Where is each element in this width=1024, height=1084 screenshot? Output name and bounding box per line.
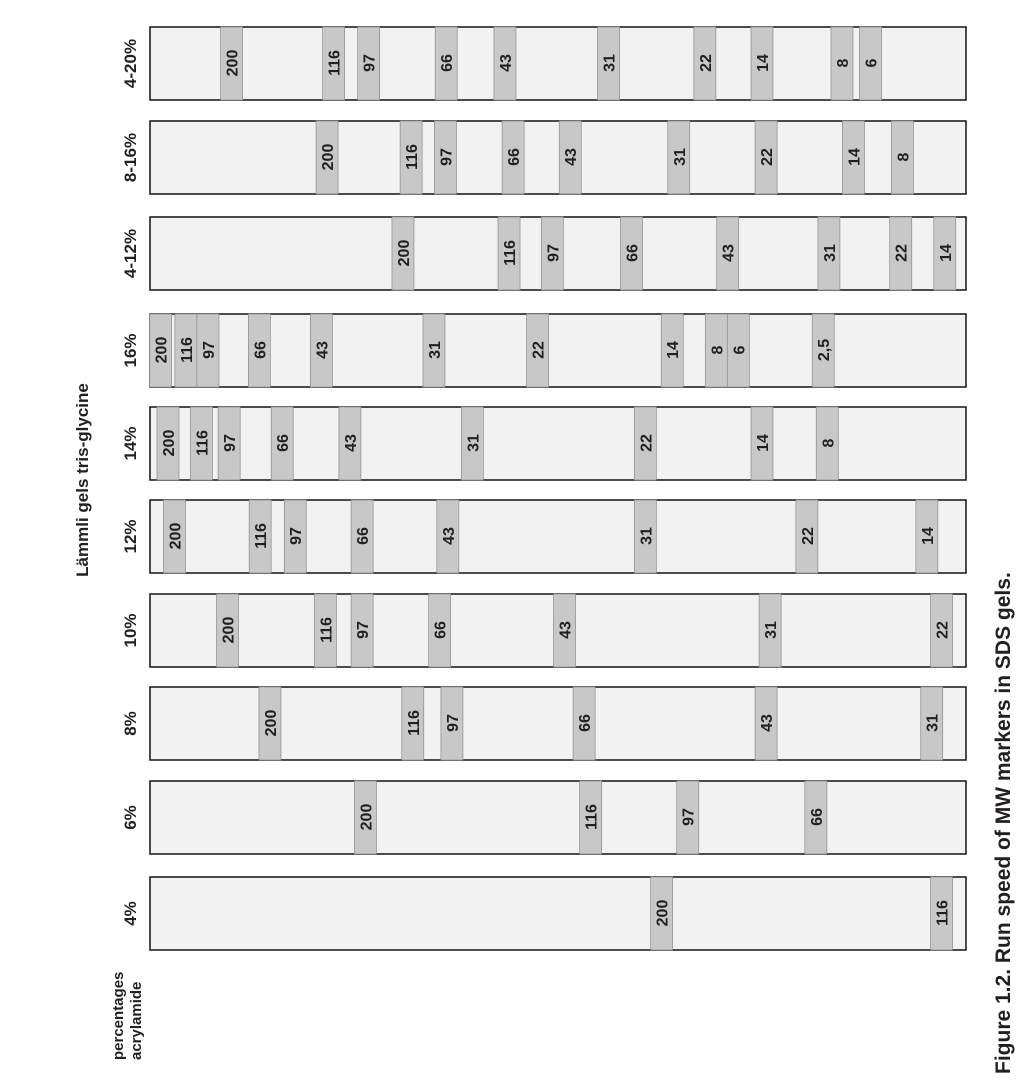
marker-band-label: 31 <box>821 244 839 262</box>
marker-band-label: 116 <box>178 337 196 363</box>
gel-percentage-label: 12% <box>121 519 140 554</box>
gel-row <box>121 27 966 100</box>
marker-band-label: 14 <box>937 244 955 262</box>
marker-band-label: 97 <box>200 341 218 359</box>
gel-lane <box>150 314 966 387</box>
marker-band-label: 14 <box>755 54 772 72</box>
marker-band <box>842 121 864 194</box>
marker-band <box>559 121 581 194</box>
marker-band-label: 97 <box>361 54 379 72</box>
marker-band-label: 200 <box>167 522 185 550</box>
gel-row <box>121 687 966 760</box>
gel-lane <box>150 877 966 950</box>
marker-band-label: 116 <box>934 900 952 926</box>
marker-band-label: 43 <box>759 714 777 732</box>
marker-band <box>890 217 912 290</box>
marker-band-label: 66 <box>439 54 457 72</box>
marker-band-label: 200 <box>153 336 171 364</box>
marker-band-label: 31 <box>638 527 656 545</box>
marker-band <box>554 594 576 667</box>
marker-band <box>358 27 380 100</box>
marker-band <box>494 27 516 100</box>
marker-band <box>934 217 956 290</box>
marker-band-label: 116 <box>253 523 271 549</box>
marker-band-label: 22 <box>893 244 911 262</box>
marker-band-label: 200 <box>220 616 238 644</box>
marker-band <box>661 314 683 387</box>
gel-row <box>121 594 966 667</box>
marker-band-label: 200 <box>358 803 376 831</box>
marker-band <box>598 27 620 100</box>
marker-band-label: 97 <box>680 808 698 826</box>
marker-band <box>434 121 456 194</box>
marker-band <box>429 594 451 667</box>
marker-band <box>354 781 376 854</box>
marker-band-label: 66 <box>624 244 642 262</box>
marker-band <box>705 314 727 387</box>
marker-band <box>816 407 838 480</box>
marker-band <box>150 314 172 387</box>
marker-band <box>860 27 882 100</box>
marker-band-label: 22 <box>697 54 715 72</box>
marker-band <box>461 407 483 480</box>
marker-band <box>796 500 818 573</box>
marker-band-label: 22 <box>759 148 777 166</box>
marker-band <box>498 217 520 290</box>
marker-band <box>755 687 777 760</box>
marker-band-label: 14 <box>919 527 937 545</box>
marker-band <box>284 500 306 573</box>
marker-band <box>812 314 834 387</box>
marker-band <box>423 314 445 387</box>
marker-band-label: 66 <box>506 148 524 166</box>
marker-band-label: 200 <box>320 143 338 171</box>
gel-percentage-label: 4% <box>121 901 140 926</box>
marker-band <box>759 594 781 667</box>
marker-band <box>755 121 777 194</box>
marker-band-label: 14 <box>755 434 772 452</box>
gel-row <box>121 877 966 950</box>
marker-band <box>310 314 332 387</box>
marker-band-label: 66 <box>577 714 595 732</box>
marker-band-label: 43 <box>342 434 360 452</box>
marker-band <box>580 781 602 854</box>
marker-band <box>316 121 338 194</box>
marker-band <box>163 500 185 573</box>
marker-band-label: 116 <box>405 710 423 736</box>
marker-band <box>541 217 563 290</box>
marker-band <box>271 407 293 480</box>
marker-band <box>441 687 463 760</box>
marker-band <box>190 407 212 480</box>
marker-band <box>831 27 853 100</box>
marker-band <box>392 217 414 290</box>
marker-band-label: 200 <box>160 429 178 457</box>
marker-band <box>351 500 373 573</box>
marker-band-label: 43 <box>720 244 738 262</box>
gel-percentage-label: 16% <box>121 333 140 368</box>
marker-band-label: 116 <box>404 144 422 170</box>
marker-band-label: 31 <box>763 621 781 639</box>
marker-band <box>400 121 422 194</box>
marker-band-label: 31 <box>426 341 444 359</box>
gel-lane <box>150 781 966 854</box>
gel-row <box>121 781 966 854</box>
marker-band <box>921 687 943 760</box>
marker-band <box>620 217 642 290</box>
marker-band <box>259 687 281 760</box>
marker-band <box>197 314 219 387</box>
axis-label-line1: percentages <box>110 971 127 1060</box>
marker-band <box>175 314 197 387</box>
marker-band-label: 31 <box>671 148 689 166</box>
marker-band <box>157 407 179 480</box>
marker-band <box>218 407 240 480</box>
marker-band <box>694 27 716 100</box>
marker-band <box>323 27 345 100</box>
gel-percentage-label: 4-20% <box>121 38 140 89</box>
marker-band <box>634 500 656 573</box>
gel-percentage-label: 10% <box>121 613 140 648</box>
marker-band <box>527 314 549 387</box>
marker-band-label: 22 <box>799 527 817 545</box>
marker-band <box>217 594 239 667</box>
marker-band-label: 8 <box>820 438 838 448</box>
marker-band-label: 116 <box>318 617 336 643</box>
marker-band <box>891 121 913 194</box>
marker-band-label: 8 <box>834 58 852 68</box>
marker-band-label: 8 <box>709 345 727 355</box>
gel-row <box>121 314 966 387</box>
marker-band-label: 6 <box>731 345 749 355</box>
marker-band-label: 43 <box>440 527 458 545</box>
gel-row <box>121 500 966 573</box>
marker-band-label: 116 <box>583 804 601 830</box>
marker-band-label: 200 <box>654 899 672 927</box>
marker-band-label: 22 <box>530 341 548 359</box>
marker-band-label: 43 <box>314 341 332 359</box>
marker-band <box>931 594 953 667</box>
marker-band-label: 31 <box>601 54 619 72</box>
marker-band-label: 22 <box>934 621 952 639</box>
marker-band <box>677 781 699 854</box>
marker-band-label: 66 <box>252 341 270 359</box>
marker-band-label: 116 <box>502 240 520 266</box>
marker-band-label: 66 <box>275 434 293 452</box>
marker-band-label: 200 <box>262 709 280 737</box>
marker-band-label: 43 <box>497 54 515 72</box>
marker-band <box>717 217 739 290</box>
marker-band <box>502 121 524 194</box>
marker-band <box>249 500 271 573</box>
marker-band <box>221 27 243 100</box>
marker-band-label: 43 <box>563 148 581 166</box>
marker-band <box>818 217 840 290</box>
gel-percentage-label: 4-12% <box>121 228 140 279</box>
marker-band-label: 97 <box>355 621 373 639</box>
marker-band <box>634 407 656 480</box>
axis-label-line2: acrylamide <box>128 981 145 1060</box>
marker-band-label: 97 <box>438 148 456 166</box>
marker-band <box>805 781 827 854</box>
marker-band-label: 31 <box>465 434 483 452</box>
marker-band-label: 8 <box>895 152 913 162</box>
marker-band <box>314 594 336 667</box>
marker-band-label: 2,5 <box>816 338 834 362</box>
gel-percentage-label: 6% <box>121 805 140 830</box>
marker-band <box>651 877 673 950</box>
marker-band <box>931 877 953 950</box>
marker-band-label: 97 <box>444 714 462 732</box>
marker-band-label: 14 <box>846 148 864 166</box>
marker-band <box>435 27 457 100</box>
marker-band <box>751 407 773 480</box>
gel-lane <box>150 500 966 573</box>
marker-band-label: 22 <box>638 434 656 452</box>
marker-band-label: 97 <box>288 527 306 545</box>
gel-percentage-label: 14% <box>121 426 140 461</box>
marker-band-label: 116 <box>194 430 212 456</box>
marker-band-label: 116 <box>326 50 344 76</box>
marker-band <box>751 27 773 100</box>
gel-row <box>121 121 966 194</box>
marker-band-label: 97 <box>222 434 240 452</box>
gel-percentage-label: 8-16% <box>121 132 140 183</box>
marker-band-label: 14 <box>665 341 683 359</box>
marker-band <box>668 121 690 194</box>
marker-band-label: 66 <box>355 527 373 545</box>
marker-band-label: 66 <box>808 808 826 826</box>
gel-row <box>121 217 966 290</box>
figure-caption: Figure 1.2. Run speed of MW markers in SDS gels. <box>992 572 1015 1074</box>
marker-band-label: 200 <box>395 239 413 267</box>
marker-band <box>248 314 270 387</box>
marker-band <box>437 500 459 573</box>
marker-band <box>573 687 595 760</box>
marker-band-label: 66 <box>432 621 450 639</box>
axis-label <box>110 972 145 1060</box>
marker-band-label: 31 <box>924 714 942 732</box>
marker-band-label: 6 <box>863 58 881 68</box>
marker-band-label: 200 <box>224 49 242 77</box>
marker-band <box>916 500 938 573</box>
marker-band <box>351 594 373 667</box>
gel-percentage-label: 8% <box>121 711 140 736</box>
marker-band <box>339 407 361 480</box>
marker-band <box>727 314 749 387</box>
marker-band-label: 43 <box>557 621 575 639</box>
marker-band <box>402 687 424 760</box>
figure-title: Lämmli gels tris-glycine <box>73 383 92 577</box>
marker-band-label: 97 <box>545 244 563 262</box>
gel-row <box>121 407 966 480</box>
gel-lanes <box>121 27 966 950</box>
